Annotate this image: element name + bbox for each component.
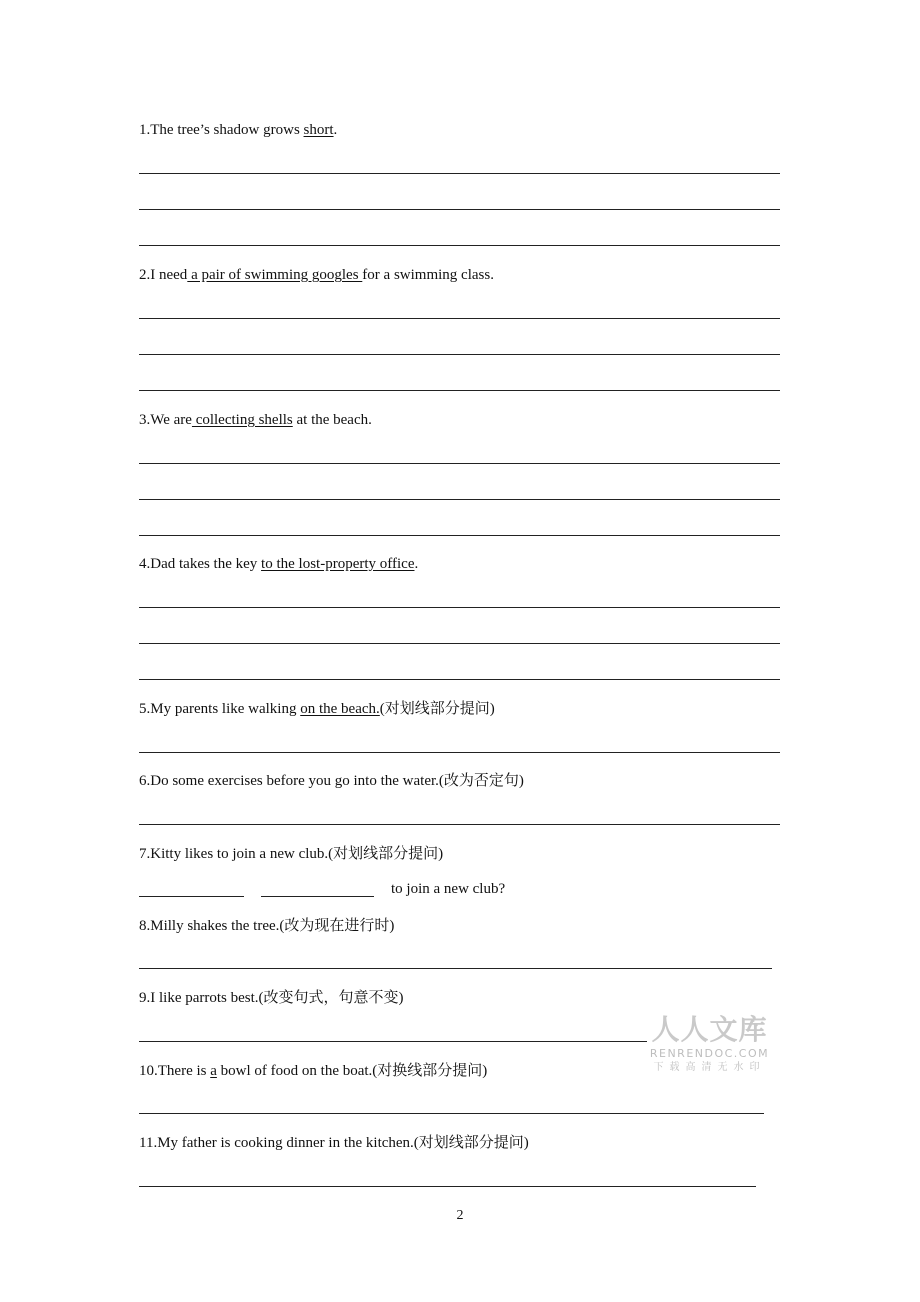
answer-line[interactable] xyxy=(139,354,780,355)
question-text: 5.My parents like walking xyxy=(139,701,301,717)
question-text: 7.Kitty likes to join a new club.(对划线部分提问) xyxy=(139,846,444,862)
answer-line[interactable] xyxy=(139,173,780,174)
question-text: 1.The tree’s shadow grows xyxy=(139,122,304,138)
question-11 xyxy=(139,1134,529,1152)
answer-line[interactable] xyxy=(139,1186,756,1187)
question-text: 6.Do some exercises before you go into the water.(改为否定句) xyxy=(139,773,524,789)
watermark-logo xyxy=(647,1013,772,1075)
underlined-part: to the lost-property office xyxy=(261,556,415,572)
answer-line[interactable] xyxy=(139,499,780,500)
question-10 xyxy=(139,1062,487,1080)
watermark-subtitle: 下载高清无水印 xyxy=(653,1062,766,1073)
question-3 xyxy=(139,411,372,429)
underlined-part: on the beach. xyxy=(300,701,380,717)
question-8 xyxy=(139,917,394,935)
question-text: at the beach. xyxy=(292,412,372,428)
question-text: bowl of food on the boat.(对换线部分提问) xyxy=(216,1063,488,1079)
blank-1[interactable] xyxy=(139,896,244,897)
answer-line[interactable] xyxy=(139,209,780,210)
question-text: (对划线部分提问) xyxy=(379,701,495,717)
q7-answer-text: to join a new club? xyxy=(391,881,506,897)
question-2 xyxy=(139,266,494,284)
question-text: . xyxy=(414,556,419,572)
question-text: . xyxy=(333,122,338,138)
question-4 xyxy=(139,555,418,573)
underlined-part: a xyxy=(210,1063,217,1079)
question-1 xyxy=(139,121,337,139)
answer-line[interactable] xyxy=(139,245,780,246)
underlined-part: short xyxy=(303,122,334,138)
answer-line[interactable] xyxy=(139,1113,764,1114)
watermark-url: RENRENDOC.COM xyxy=(649,1047,770,1060)
answer-line[interactable] xyxy=(139,318,780,319)
answer-line[interactable] xyxy=(139,390,780,391)
answer-line[interactable] xyxy=(139,607,780,608)
answer-line[interactable] xyxy=(139,679,780,680)
watermark-title: 人人文库 xyxy=(651,1013,768,1046)
question-6 xyxy=(139,772,524,790)
question-text: for a swimming class. xyxy=(362,267,494,283)
answer-line[interactable] xyxy=(139,968,772,969)
underlined-part: collecting shells xyxy=(191,412,293,428)
underlined-part: a pair of swimming googles xyxy=(187,267,363,283)
question-9 xyxy=(139,989,404,1007)
answer-line[interactable] xyxy=(139,643,780,644)
answer-line[interactable] xyxy=(139,824,780,825)
page-number: 2 xyxy=(456,1208,464,1223)
question-text: 3.We are xyxy=(139,412,192,428)
question-text: 8.Milly shakes the tree.(改为现在进行时) xyxy=(139,918,395,934)
question-text: 11.My father is cooking dinner in the kitchen.(对划线部分提问) xyxy=(139,1135,529,1151)
question-text: 4.Dad takes the key xyxy=(139,556,262,572)
answer-line[interactable] xyxy=(139,463,780,464)
question-text: 10.There is xyxy=(139,1063,211,1079)
answer-line[interactable] xyxy=(139,752,780,753)
answer-line[interactable] xyxy=(139,1041,647,1042)
question-text: 2.I need xyxy=(139,267,188,283)
question-7 xyxy=(139,845,443,863)
answer-line[interactable] xyxy=(139,535,780,536)
question-5 xyxy=(139,700,495,718)
question-text: 9.I like parrots best.(改变句式，句意不变) xyxy=(139,990,404,1006)
blank-2[interactable] xyxy=(261,896,374,897)
